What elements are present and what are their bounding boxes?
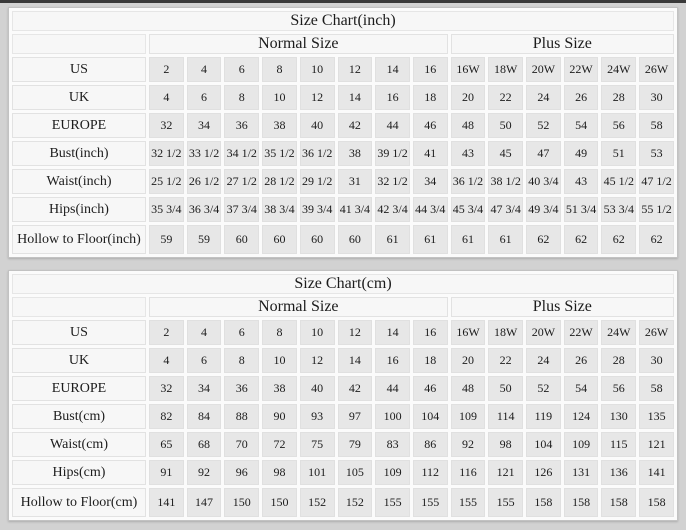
size-cell: 116 [451,460,486,485]
title-row [12,274,674,294]
size-cell: 48 [451,113,486,138]
size-cell: 40 [300,113,335,138]
size-cell: 4 [187,57,222,82]
size-cell: 40 3/4 [526,169,561,194]
size-cell: 16 [413,320,448,345]
size-cell: 58 [639,376,674,401]
size-cell: 54 [564,113,599,138]
size-cell: 119 [526,404,561,429]
size-cell: 6 [224,320,259,345]
size-cell: 32 [149,113,184,138]
size-cell: 28 1/2 [262,169,297,194]
row-label: Bust(cm) [12,404,146,429]
size-cell: 60 [262,225,297,254]
size-cell: 30 [639,348,674,373]
size-cell: 47 3/4 [488,197,523,222]
size-cell: 14 [338,85,373,110]
size-cell: 41 [413,141,448,166]
row-label: Waist(cm) [12,432,146,457]
size-cell: 53 [639,141,674,166]
size-cell: 61 [413,225,448,254]
size-cell: 46 [413,113,448,138]
size-cell: 27 1/2 [224,169,259,194]
size-cell: 22 [488,348,523,373]
size-cell: 20W [526,320,561,345]
size-cell: 158 [564,488,599,517]
size-cell: 65 [149,432,184,457]
table-row [12,113,674,138]
size-cell: 16 [375,348,410,373]
size-cell: 44 [375,376,410,401]
row-label: US [12,320,146,345]
size-cell: 34 [413,169,448,194]
table-row [12,376,674,401]
size-cell: 44 [375,113,410,138]
size-cell: 36 [224,376,259,401]
size-cell: 104 [413,404,448,429]
size-cell: 38 1/2 [488,169,523,194]
size-cell: 50 [488,376,523,401]
size-cell: 46 [413,376,448,401]
size-cell: 26 [564,348,599,373]
size-cell: 45 3/4 [451,197,486,222]
size-cell: 24W [601,320,636,345]
size-cell: 150 [224,488,259,517]
size-cell: 72 [262,432,297,457]
size-cell: 158 [639,488,674,517]
size-cell: 38 3/4 [262,197,297,222]
size-cell: 58 [639,113,674,138]
size-cell: 114 [488,404,523,429]
size-cell: 88 [224,404,259,429]
size-cell: 44 3/4 [413,197,448,222]
size-cell: 37 3/4 [224,197,259,222]
size-cell: 155 [451,488,486,517]
size-cell: 24 [526,85,561,110]
chart-title-cm: Size Chart(cm) [12,274,674,294]
size-cell: 82 [149,404,184,429]
row-label: Hollow to Floor(cm) [12,488,146,517]
size-cell: 49 3/4 [526,197,561,222]
size-cell: 12 [338,57,373,82]
size-cell: 51 3/4 [564,197,599,222]
size-cell: 20 [451,348,486,373]
size-cell: 61 [451,225,486,254]
size-cell: 4 [187,320,222,345]
table-row [12,488,674,517]
size-cell: 47 [526,141,561,166]
size-cell: 20W [526,57,561,82]
size-cell: 16 [375,85,410,110]
normal-size-header: Normal Size [149,297,448,317]
row-label: Hips(cm) [12,460,146,485]
size-cell: 83 [375,432,410,457]
size-cell: 39 1/2 [375,141,410,166]
size-cell: 38 [262,376,297,401]
table-row [12,169,674,194]
size-cell: 51 [601,141,636,166]
size-cell: 141 [149,488,184,517]
size-cell: 42 [338,113,373,138]
table-row [12,404,674,429]
size-cell: 38 [262,113,297,138]
size-cell: 31 [338,169,373,194]
size-cell: 75 [300,432,335,457]
size-cell: 34 1/2 [224,141,259,166]
size-cell: 22W [564,57,599,82]
size-cell: 36 1/2 [300,141,335,166]
size-cell: 2 [149,320,184,345]
size-cell: 92 [451,432,486,457]
size-cell: 40 [300,376,335,401]
size-cell: 52 [526,113,561,138]
size-cell: 35 3/4 [149,197,184,222]
plus-size-header: Plus Size [451,34,674,54]
size-cell: 22 [488,85,523,110]
size-cell: 35 1/2 [262,141,297,166]
size-cell: 126 [526,460,561,485]
size-cell: 10 [262,85,297,110]
size-cell: 150 [262,488,297,517]
row-label: UK [12,85,146,110]
size-cell: 79 [338,432,373,457]
size-cell: 84 [187,404,222,429]
size-cell: 109 [375,460,410,485]
size-cell: 62 [526,225,561,254]
size-cell: 98 [488,432,523,457]
size-cell: 92 [187,460,222,485]
row-label: EUROPE [12,113,146,138]
size-cell: 56 [601,376,636,401]
size-cell: 98 [262,460,297,485]
row-label: EUROPE [12,376,146,401]
size-cell: 112 [413,460,448,485]
size-cell: 32 1/2 [149,141,184,166]
size-cell: 97 [338,404,373,429]
row-label: Hollow to Floor(inch) [12,225,146,254]
size-cell: 60 [300,225,335,254]
size-cell: 130 [601,404,636,429]
size-cell: 141 [639,460,674,485]
group-header-row [12,297,674,317]
corner-cell [12,297,146,317]
table-row [12,320,674,345]
size-cell: 48 [451,376,486,401]
size-cell: 4 [149,348,184,373]
size-cell: 115 [601,432,636,457]
size-cell: 30 [639,85,674,110]
size-cell: 22W [564,320,599,345]
size-cell: 34 [187,113,222,138]
size-cell: 147 [187,488,222,517]
group-header-row [12,34,674,54]
size-cell: 121 [639,432,674,457]
size-cell: 38 [338,141,373,166]
size-cell: 53 3/4 [601,197,636,222]
table-row [12,432,674,457]
size-cell: 18 [413,85,448,110]
size-cell: 39 3/4 [300,197,335,222]
size-cell: 42 [338,376,373,401]
size-cell: 32 [149,376,184,401]
size-cell: 100 [375,404,410,429]
size-cell: 155 [375,488,410,517]
size-cell: 59 [187,225,222,254]
size-cell: 18 [413,348,448,373]
size-cell: 33 1/2 [187,141,222,166]
row-label: Bust(inch) [12,141,146,166]
size-cell: 16 [413,57,448,82]
row-label: US [12,57,146,82]
size-cell: 91 [149,460,184,485]
size-cell: 20 [451,85,486,110]
size-cell: 47 1/2 [639,169,674,194]
size-cell: 124 [564,404,599,429]
size-cell: 18W [488,320,523,345]
size-cell: 54 [564,376,599,401]
size-cell: 101 [300,460,335,485]
size-cell: 152 [338,488,373,517]
size-cell: 24 [526,348,561,373]
size-cell: 135 [639,404,674,429]
size-cell: 109 [451,404,486,429]
size-cell: 104 [526,432,561,457]
size-cell: 62 [564,225,599,254]
table-row [12,197,674,222]
size-cell: 49 [564,141,599,166]
size-cell: 41 3/4 [338,197,373,222]
size-cell: 60 [338,225,373,254]
size-cell: 61 [375,225,410,254]
table-row [12,57,674,82]
size-cell: 28 [601,348,636,373]
size-cell: 10 [300,320,335,345]
size-cell: 36 3/4 [187,197,222,222]
size-cell: 26 1/2 [187,169,222,194]
size-cell: 152 [300,488,335,517]
size-cell: 8 [224,85,259,110]
size-cell: 55 1/2 [639,197,674,222]
size-cell: 158 [526,488,561,517]
size-cell: 45 [488,141,523,166]
row-label: Hips(inch) [12,197,146,222]
size-cell: 36 [224,113,259,138]
size-cell: 50 [488,113,523,138]
size-cell: 61 [488,225,523,254]
size-cell: 12 [300,348,335,373]
size-cell: 105 [338,460,373,485]
size-cell: 158 [601,488,636,517]
size-cell: 8 [262,320,297,345]
size-cell: 32 1/2 [375,169,410,194]
table-row [12,225,674,254]
size-cell: 6 [187,348,222,373]
row-label: UK [12,348,146,373]
size-cell: 155 [413,488,448,517]
size-cell: 59 [149,225,184,254]
corner-cell [12,34,146,54]
size-cell: 136 [601,460,636,485]
title-row [12,11,674,31]
size-cell: 12 [338,320,373,345]
size-cell: 29 1/2 [300,169,335,194]
top-border-bar [0,0,686,3]
size-cell: 60 [224,225,259,254]
size-chart-cm-table [8,270,678,521]
size-cell: 62 [639,225,674,254]
size-cell: 56 [601,113,636,138]
size-cell: 6 [224,57,259,82]
size-cell: 36 1/2 [451,169,486,194]
size-cell: 26W [639,57,674,82]
size-cell: 14 [375,320,410,345]
size-cell: 10 [300,57,335,82]
size-cell: 42 3/4 [375,197,410,222]
size-cell: 28 [601,85,636,110]
size-chart-inch-table [8,7,678,258]
plus-size-header: Plus Size [451,297,674,317]
table-row [12,460,674,485]
size-cell: 16W [451,57,486,82]
size-cell: 45 1/2 [601,169,636,194]
size-cell: 155 [488,488,523,517]
size-cell: 43 [451,141,486,166]
table-row [12,85,674,110]
chart-title-inch: Size Chart(inch) [12,11,674,31]
size-cell: 16W [451,320,486,345]
size-cell: 26W [639,320,674,345]
size-cell: 10 [262,348,297,373]
size-cell: 12 [300,85,335,110]
size-cell: 34 [187,376,222,401]
size-cell: 62 [601,225,636,254]
size-cell: 8 [224,348,259,373]
size-cell: 25 1/2 [149,169,184,194]
size-cell: 4 [149,85,184,110]
size-cell: 93 [300,404,335,429]
size-cell: 18W [488,57,523,82]
size-cell: 43 [564,169,599,194]
size-cell: 68 [187,432,222,457]
size-cell: 8 [262,57,297,82]
size-cell: 14 [375,57,410,82]
row-label: Waist(inch) [12,169,146,194]
size-cell: 2 [149,57,184,82]
size-cell: 14 [338,348,373,373]
size-cell: 96 [224,460,259,485]
size-cell: 90 [262,404,297,429]
table-row [12,141,674,166]
size-cell: 70 [224,432,259,457]
size-cell: 24W [601,57,636,82]
size-cell: 26 [564,85,599,110]
size-cell: 121 [488,460,523,485]
size-cell: 131 [564,460,599,485]
table-row [12,348,674,373]
size-cell: 52 [526,376,561,401]
normal-size-header: Normal Size [149,34,448,54]
size-cell: 6 [187,85,222,110]
size-cell: 109 [564,432,599,457]
size-cell: 86 [413,432,448,457]
